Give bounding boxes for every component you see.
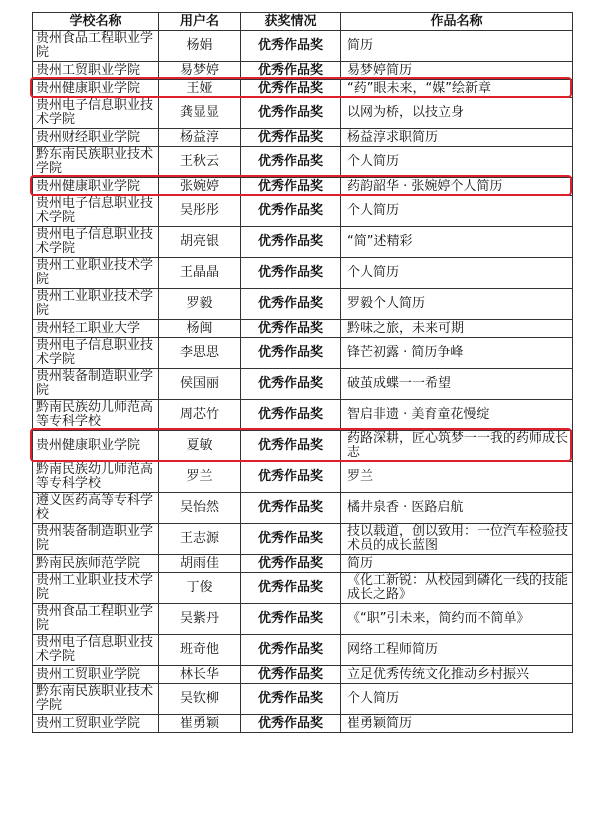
table-row <box>33 320 573 338</box>
cell-user: 丁俊 <box>159 573 241 604</box>
cell-award: 优秀作品奖 <box>241 147 341 178</box>
cell-user: 李思思 <box>159 338 241 369</box>
cell-school: 贵州健康职业学院 <box>33 431 159 462</box>
cell-work: “简”述精彩 <box>341 227 573 258</box>
cell-user: 龚显显 <box>159 98 241 129</box>
cell-user: 罗兰 <box>159 462 241 493</box>
table-row <box>33 289 573 320</box>
cell-award: 优秀作品奖 <box>241 604 341 635</box>
table-row <box>33 369 573 400</box>
cell-work: 《“职”引未来，简约而不简单》 <box>341 604 573 635</box>
cell-user: 杨益淳 <box>159 129 241 147</box>
cell-award: 优秀作品奖 <box>241 31 341 62</box>
cell-user: 王晶晶 <box>159 258 241 289</box>
cell-user: 杨娟 <box>159 31 241 62</box>
cell-award: 优秀作品奖 <box>241 129 341 147</box>
cell-school: 贵州轻工职业大学 <box>33 320 159 338</box>
table-row <box>33 431 573 462</box>
cell-school: 贵州装备制造职业学院 <box>33 369 159 400</box>
cell-school: 贵州装备制造职业学院 <box>33 524 159 555</box>
cell-school: 遵义医药高等专科学校 <box>33 493 159 524</box>
cell-school: 贵州工业职业技术学院 <box>33 289 159 320</box>
table-row <box>33 147 573 178</box>
cell-award: 优秀作品奖 <box>241 62 341 80</box>
cell-user: 张婉婷 <box>159 178 241 196</box>
cell-award: 优秀作品奖 <box>241 227 341 258</box>
table-row <box>33 338 573 369</box>
table-row <box>33 666 573 684</box>
cell-school: 贵州健康职业学院 <box>33 80 159 98</box>
cell-school: 贵州工贸职业学院 <box>33 666 159 684</box>
cell-work: 锋芒初露 · 简历争峰 <box>341 338 573 369</box>
table-row <box>33 98 573 129</box>
cell-work: 罗毅个人简历 <box>341 289 573 320</box>
cell-work: “药”眼未来，“媒”绘新章 <box>341 80 573 98</box>
cell-work: 智启非遗 · 美育童花慢绽 <box>341 400 573 431</box>
cell-award: 优秀作品奖 <box>241 635 341 666</box>
cell-user: 吴紫丹 <box>159 604 241 635</box>
cell-user: 周芯竹 <box>159 400 241 431</box>
cell-user: 罗毅 <box>159 289 241 320</box>
cell-work: 简历 <box>341 555 573 573</box>
cell-user: 崔勇颖 <box>159 715 241 733</box>
table-row <box>33 258 573 289</box>
table-row <box>33 178 573 196</box>
cell-user: 吴彤彤 <box>159 196 241 227</box>
cell-award: 优秀作品奖 <box>241 573 341 604</box>
header-work: 作品名称 <box>341 13 573 31</box>
cell-work: 黔味之旅，未来可期 <box>341 320 573 338</box>
cell-award: 优秀作品奖 <box>241 666 341 684</box>
table-header-row <box>33 13 573 31</box>
table-row <box>33 555 573 573</box>
cell-user: 夏敏 <box>159 431 241 462</box>
table-row <box>33 493 573 524</box>
table-row <box>33 196 573 227</box>
cell-award: 优秀作品奖 <box>241 98 341 129</box>
cell-user: 王娅 <box>159 80 241 98</box>
cell-work: 个人简历 <box>341 258 573 289</box>
cell-user: 吴钦柳 <box>159 684 241 715</box>
table-row <box>33 129 573 147</box>
table-row <box>33 400 573 431</box>
cell-award: 优秀作品奖 <box>241 258 341 289</box>
cell-work: 橘井泉香 · 医路启航 <box>341 493 573 524</box>
table-row <box>33 227 573 258</box>
cell-school: 黔南民族师范学院 <box>33 555 159 573</box>
cell-user: 班奇他 <box>159 635 241 666</box>
cell-award: 优秀作品奖 <box>241 400 341 431</box>
cell-school: 贵州工贸职业学院 <box>33 715 159 733</box>
table-row <box>33 62 573 80</box>
cell-school: 贵州工业职业技术学院 <box>33 573 159 604</box>
cell-work: 立足优秀传统文化推动乡村振兴 <box>341 666 573 684</box>
table-row <box>33 635 573 666</box>
cell-school: 贵州电子信息职业技术学院 <box>33 635 159 666</box>
header-award: 获奖情况 <box>241 13 341 31</box>
cell-school: 贵州电子信息职业技术学院 <box>33 338 159 369</box>
cell-work: 技以载道，创以致用：一位汽车检验技术员的成长蓝图 <box>341 524 573 555</box>
cell-work: 易梦婷简历 <box>341 62 573 80</box>
cell-award: 优秀作品奖 <box>241 493 341 524</box>
cell-user: 林长华 <box>159 666 241 684</box>
cell-school: 黔东南民族职业技术学院 <box>33 147 159 178</box>
cell-award: 优秀作品奖 <box>241 431 341 462</box>
cell-user: 易梦婷 <box>159 62 241 80</box>
cell-school: 黔南民族幼儿师范高等专科学校 <box>33 400 159 431</box>
cell-school: 贵州电子信息职业技术学院 <box>33 227 159 258</box>
header-school: 学校名称 <box>33 13 159 31</box>
cell-work: 崔勇颖简历 <box>341 715 573 733</box>
cell-award: 优秀作品奖 <box>241 178 341 196</box>
cell-award: 优秀作品奖 <box>241 80 341 98</box>
cell-school: 贵州工业职业技术学院 <box>33 258 159 289</box>
table-row <box>33 462 573 493</box>
table-row <box>33 524 573 555</box>
cell-school: 贵州电子信息职业技术学院 <box>33 196 159 227</box>
cell-work: 个人简历 <box>341 147 573 178</box>
cell-school: 贵州电子信息职业技术学院 <box>33 98 159 129</box>
cell-award: 优秀作品奖 <box>241 289 341 320</box>
cell-school: 黔南民族幼儿师范高等专科学校 <box>33 462 159 493</box>
cell-school: 贵州财经职业学院 <box>33 129 159 147</box>
cell-work: 罗兰 <box>341 462 573 493</box>
cell-user: 胡雨佳 <box>159 555 241 573</box>
cell-work: 杨益淳求职简历 <box>341 129 573 147</box>
table-row <box>33 31 573 62</box>
cell-award: 优秀作品奖 <box>241 369 341 400</box>
cell-work: 《化工新锐：从校园到磷化一线的技能成长之路》 <box>341 573 573 604</box>
table-row <box>33 715 573 733</box>
cell-work: 药路深耕，匠心筑梦一一我的药师成长志 <box>341 431 573 462</box>
table-row <box>33 684 573 715</box>
table-row <box>33 604 573 635</box>
table-row <box>33 573 573 604</box>
cell-award: 优秀作品奖 <box>241 715 341 733</box>
cell-award: 优秀作品奖 <box>241 684 341 715</box>
cell-award: 优秀作品奖 <box>241 196 341 227</box>
cell-user: 王志源 <box>159 524 241 555</box>
cell-user: 吴怡然 <box>159 493 241 524</box>
cell-award: 优秀作品奖 <box>241 320 341 338</box>
cell-school: 贵州食品工程职业学院 <box>33 31 159 62</box>
award-table <box>32 12 573 733</box>
cell-work: 个人简历 <box>341 196 573 227</box>
table-row <box>33 80 573 98</box>
header-user: 用户名 <box>159 13 241 31</box>
cell-award: 优秀作品奖 <box>241 555 341 573</box>
cell-user: 胡亮银 <box>159 227 241 258</box>
cell-award: 优秀作品奖 <box>241 338 341 369</box>
cell-school: 贵州健康职业学院 <box>33 178 159 196</box>
cell-work: 药韵韶华 · 张婉婷个人简历 <box>341 178 573 196</box>
cell-award: 优秀作品奖 <box>241 462 341 493</box>
cell-award: 优秀作品奖 <box>241 524 341 555</box>
cell-work: 简历 <box>341 31 573 62</box>
cell-user: 侯国丽 <box>159 369 241 400</box>
cell-work: 以网为桥，以技立身 <box>341 98 573 129</box>
cell-school: 贵州食品工程职业学院 <box>33 604 159 635</box>
cell-work: 破茧成蝶一一希望 <box>341 369 573 400</box>
cell-school: 黔东南民族职业技术学院 <box>33 684 159 715</box>
cell-user: 王秋云 <box>159 147 241 178</box>
cell-work: 个人简历 <box>341 684 573 715</box>
cell-school: 贵州工贸职业学院 <box>33 62 159 80</box>
cell-work: 网络工程师简历 <box>341 635 573 666</box>
award-table-container <box>32 12 572 733</box>
cell-user: 杨闽 <box>159 320 241 338</box>
